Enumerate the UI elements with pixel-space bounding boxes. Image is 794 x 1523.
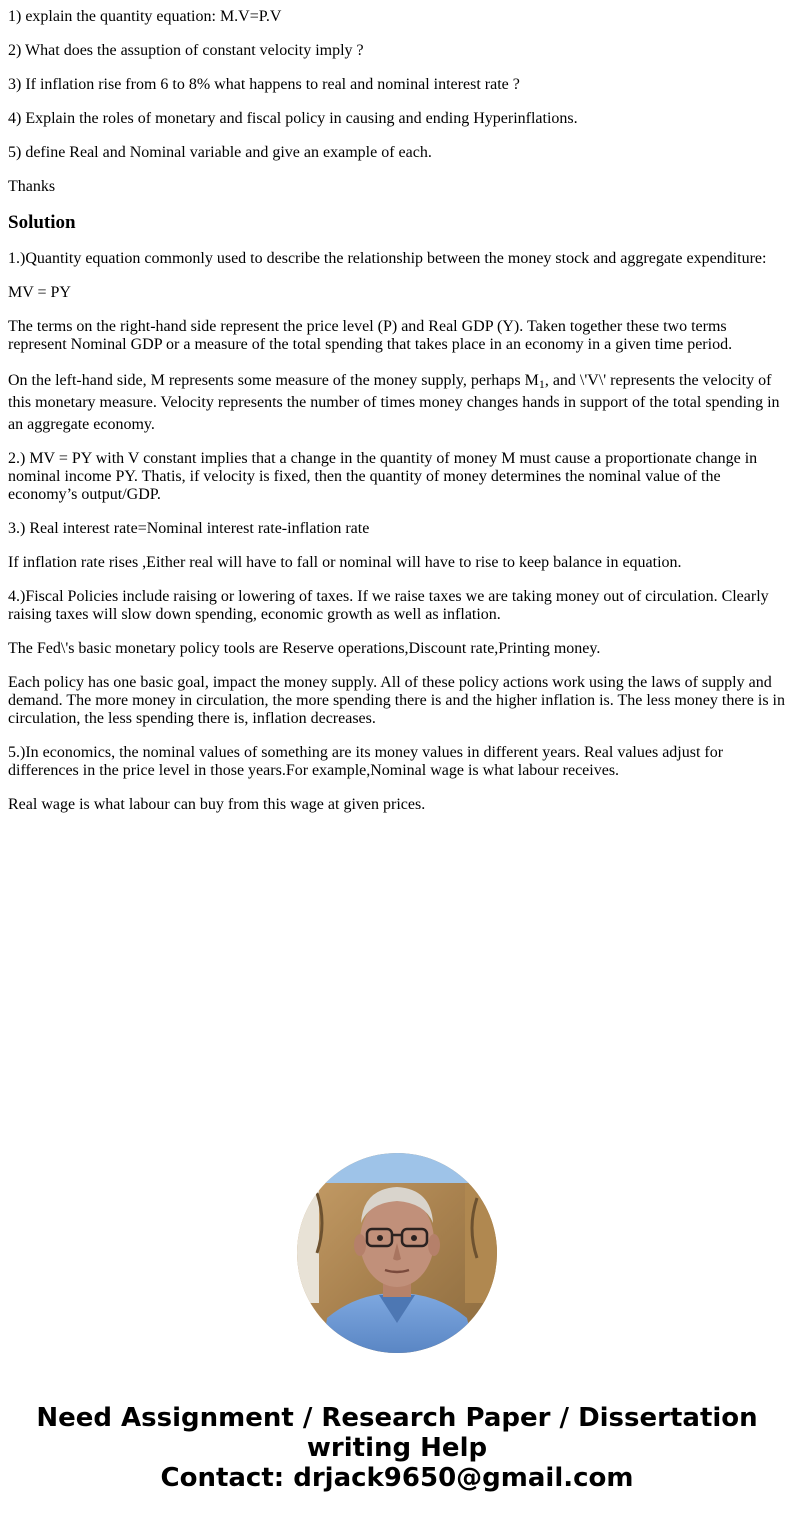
paragraph-4-text-a: On the left-hand side, M represents some measure of the money supply, perhaps M — [8, 372, 539, 389]
question-3: 3) If inflation rise from 6 to 8% what happens to real and nominal interest rate ? — [8, 76, 520, 93]
tutor-avatar — [297, 1153, 497, 1353]
promo-line-1: Need Assignment / Research Paper / Dissertation — [36, 1403, 758, 1433]
question-4: 4) Explain the roles of monetary and fiscal policy in causing and ending Hyperinflations. — [8, 110, 578, 127]
question-1: 1) explain the quantity equation: M.V=P.V — [8, 8, 282, 25]
document-body — [8, 8, 786, 830]
promo-line-2: writing Help — [306, 1433, 488, 1463]
thanks-text: Thanks — [8, 178, 56, 195]
promo-banner — [0, 1403, 794, 1493]
solution-paragraph-8: 4.)Fiscal Policies include raising or lowering of taxes. If we raise taxes we are taking money out of circulation. Clearly raising taxes will slow down spending, economic growth as well as inflation. — [8, 588, 769, 623]
solution-paragraph-11: 5.)In economics, the nominal values of something are its money values in different years. Real values adjust for differences in the price level in those years.For example,Nominal wage is what labour receives. — [8, 744, 724, 779]
tutor-portrait-icon — [297, 1153, 497, 1353]
solution-paragraph-9: The Fed\'s basic monetary policy tools are Reserve operations,Discount rate,Printing money. — [8, 640, 601, 657]
promo-contact-line: Contact: drjack9650@gmail.com — [160, 1463, 634, 1493]
solution-paragraph-1: 1.)Quantity equation commonly used to describe the relationship between the money stock and aggregate expenditure: — [8, 250, 767, 267]
m1-subscript: 1 — [538, 377, 545, 391]
solution-paragraph-12: Real wage is what labour can buy from this wage at given prices. — [8, 796, 426, 813]
solution-paragraph-3: The terms on the right-hand side represent the price level (P) and Real GDP (Y). Taken together these two terms represent Nominal GDP or a measure of the total spending that takes place in an economy in a given time period. — [8, 318, 733, 353]
solution-paragraph-7: If inflation rate rises ,Either real will have to fall or nominal will have to rise to keep balance in equation. — [8, 554, 682, 571]
solution-paragraph-10: Each policy has one basic goal, impact the money supply. All of these policy actions work using the laws of supply and demand. The more money in circulation, the more spending there is and the higher inflation is. The less money there is in circulation, the less spending there is, inflation decreases. — [8, 674, 785, 727]
paragraph-4-text-b: , and \'V\' represents the velocity of this monetary measure. Velocity represents the number of times money changes hands in support of the total spending in an aggregate economy. — [8, 372, 780, 433]
quantity-equation: MV = PY — [8, 284, 71, 301]
solution-paragraph-4 — [8, 370, 786, 436]
question-5: 5) define Real and Nominal variable and give an example of each. — [8, 144, 432, 161]
solution-heading: Solution — [8, 212, 76, 233]
solution-paragraph-5: 2.) MV = PY with V constant implies that a change in the quantity of money M must cause a proportionate change in nominal income PY. Thatis, if velocity is fixed, then the quantity of money determines the nominal value of the economy’s output/GDP. — [8, 450, 758, 503]
solution-paragraph-6: 3.) Real interest rate=Nominal interest rate-inflation rate — [8, 520, 370, 537]
question-2: 2) What does the assuption of constant velocity imply ? — [8, 42, 364, 59]
